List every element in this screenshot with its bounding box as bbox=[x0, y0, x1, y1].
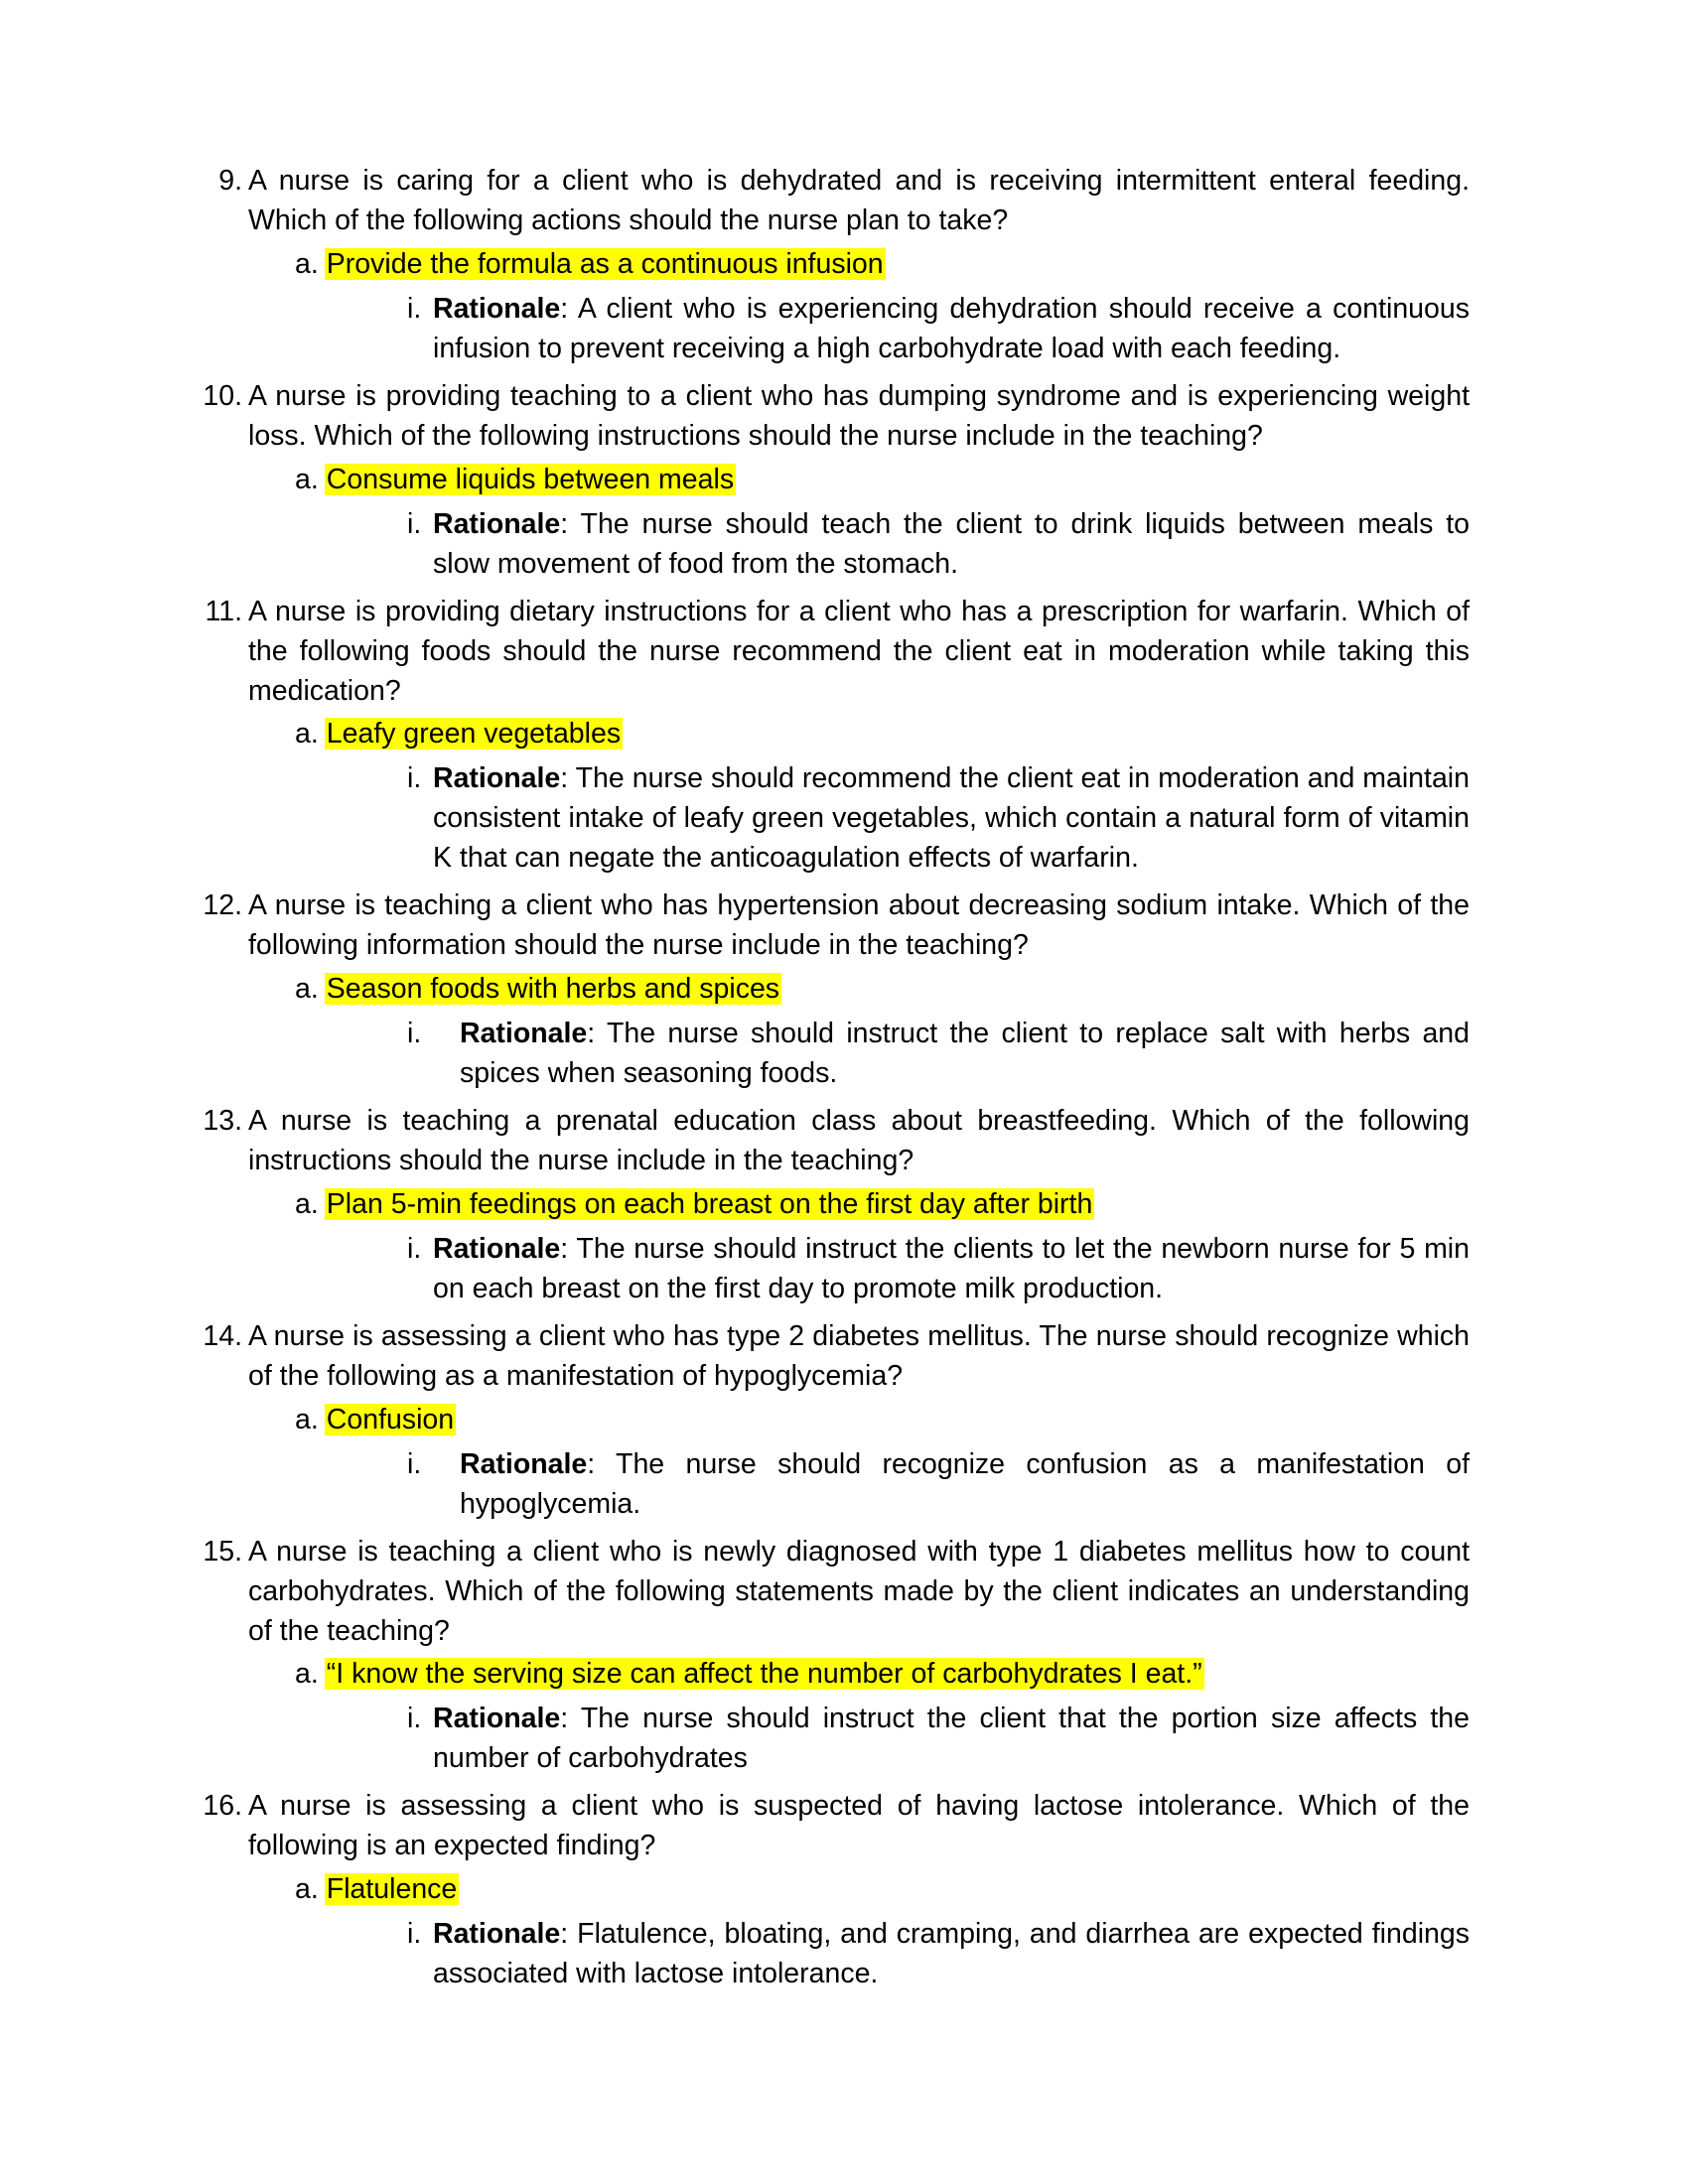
question-text: A nurse is teaching a prenatal education class about breastfeeding. Which of the following instructions should the nurse include in the teaching? bbox=[248, 1105, 1470, 1176]
highlighted-answer: Leafy green vegetables bbox=[326, 718, 622, 750]
rationale-text bbox=[460, 1444, 1470, 1524]
rationale-body: : A client who is experiencing dehydration should receive a continuous infusion to prevent receiving a high carbohydrate load with each feeding. bbox=[433, 293, 1470, 364]
rationale-label: Rationale bbox=[460, 1018, 588, 1049]
rationale-11 bbox=[407, 758, 1470, 878]
rationale-text bbox=[433, 1914, 1470, 1993]
question-text: A nurse is assessing a client who is suspected of having lactose intolerance. Which of the following is an expected finding? bbox=[248, 1790, 1470, 1861]
highlighted-answer: Plan 5-min feedings on each breast on the first day after birth bbox=[326, 1188, 1093, 1220]
question-number: 11. bbox=[205, 596, 242, 627]
answer-marker: a. bbox=[295, 464, 319, 495]
rationale-label: Rationale bbox=[433, 1918, 561, 1950]
question-number: 15. bbox=[203, 1536, 242, 1568]
highlighted-answer: Provide the formula as a continuous infusion bbox=[326, 248, 884, 280]
answer-10 bbox=[295, 460, 736, 499]
answer-14 bbox=[295, 1400, 456, 1439]
rationale-12 bbox=[407, 1014, 1470, 1093]
rationale-15 bbox=[407, 1699, 1470, 1778]
rationale-text bbox=[433, 758, 1470, 878]
answer-marker: a. bbox=[295, 1188, 319, 1220]
rationale-body: : The nurse should instruct the client to replace salt with herbs and spices when seasoning foods. bbox=[460, 1018, 1470, 1089]
question-text: A nurse is providing teaching to a client who has dumping syndrome and is experiencing weight loss. Which of the following instructions should the nurse include in the teaching? bbox=[248, 380, 1470, 452]
rationale-body: : The nurse should recognize confusion as a manifestation of hypoglycemia. bbox=[460, 1448, 1470, 1520]
answer-9 bbox=[295, 244, 886, 284]
question-text: A nurse is assessing a client who has type 2 diabetes mellitus. The nurse should recognize which of the following as a manifestation of hypoglycemia? bbox=[248, 1320, 1470, 1392]
rationale-marker: i. bbox=[407, 1018, 422, 1049]
rationale-16 bbox=[407, 1914, 1470, 1993]
rationale-marker: i. bbox=[407, 293, 422, 325]
highlighted-answer: Season foods with herbs and spices bbox=[326, 973, 780, 1005]
rationale-body: : The nurse should teach the client to drink liquids between meals to slow movement of food from the stomach. bbox=[433, 508, 1470, 580]
rationale-marker: i. bbox=[407, 1233, 422, 1265]
answer-marker: a. bbox=[295, 718, 319, 750]
answer-13 bbox=[295, 1184, 1094, 1224]
rationale-label: Rationale bbox=[433, 293, 561, 325]
rationale-9 bbox=[407, 289, 1470, 368]
rationale-13 bbox=[407, 1229, 1470, 1308]
rationale-text bbox=[460, 1014, 1470, 1093]
answer-15 bbox=[295, 1654, 1204, 1694]
question-number: 12. bbox=[203, 889, 242, 921]
rationale-text bbox=[433, 1229, 1470, 1308]
highlighted-answer: Flatulence bbox=[326, 1873, 458, 1905]
question-number: 13. bbox=[203, 1105, 242, 1137]
rationale-label: Rationale bbox=[433, 508, 561, 540]
rationale-text bbox=[433, 289, 1470, 368]
highlighted-answer: Confusion bbox=[326, 1404, 455, 1435]
answer-marker: a. bbox=[295, 973, 319, 1005]
rationale-label: Rationale bbox=[433, 762, 561, 794]
rationale-10 bbox=[407, 504, 1470, 584]
answer-marker: a. bbox=[295, 248, 319, 280]
rationale-body: : The nurse should instruct the clients to let the newborn nurse for 5 min on each breast on the first day to promote milk production. bbox=[433, 1233, 1470, 1304]
rationale-label: Rationale bbox=[433, 1703, 561, 1734]
rationale-14 bbox=[407, 1444, 1470, 1524]
answer-marker: a. bbox=[295, 1404, 319, 1435]
rationale-text bbox=[433, 504, 1470, 584]
rationale-marker: i. bbox=[407, 508, 422, 540]
rationale-label: Rationale bbox=[433, 1233, 561, 1265]
rationale-marker: i. bbox=[407, 1918, 422, 1950]
rationale-label: Rationale bbox=[460, 1448, 588, 1480]
question-text: A nurse is providing dietary instructions for a client who has a prescription for warfarin. Which of the following foods should the nurse recommend the client eat in moderation while taking this medication? bbox=[248, 596, 1470, 707]
answer-16 bbox=[295, 1869, 459, 1909]
answer-12 bbox=[295, 969, 781, 1009]
rationale-marker: i. bbox=[407, 762, 422, 794]
rationale-body: : Flatulence, bloating, and cramping, and diarrhea are expected findings associated with lactose intolerance. bbox=[433, 1918, 1470, 1989]
question-number: 16. bbox=[203, 1790, 242, 1822]
rationale-text bbox=[433, 1699, 1470, 1778]
question-text: A nurse is caring for a client who is dehydrated and is receiving intermittent enteral feeding. Which of the following actions should the nurse plan to take? bbox=[248, 165, 1470, 236]
highlighted-answer: Consume liquids between meals bbox=[326, 464, 735, 495]
question-number: 10. bbox=[203, 380, 242, 412]
rationale-body: : The nurse should instruct the client that the portion size affects the number of carbohydrates bbox=[433, 1703, 1470, 1774]
answer-11 bbox=[295, 714, 623, 753]
rationale-marker: i. bbox=[407, 1703, 422, 1734]
rationale-marker: i. bbox=[407, 1448, 422, 1480]
question-text: A nurse is teaching a client who is newly diagnosed with type 1 diabetes mellitus how to count carbohydrates. Which of the following statements made by the client indicates an understanding of the teaching? bbox=[248, 1536, 1470, 1647]
question-text: A nurse is teaching a client who has hypertension about decreasing sodium intake. Which of the following information should the nurse include in the teaching? bbox=[248, 889, 1470, 961]
answer-marker: a. bbox=[295, 1658, 319, 1690]
highlighted-answer: “I know the serving size can affect the number of carbohydrates I eat.” bbox=[326, 1658, 1202, 1690]
answer-marker: a. bbox=[295, 1873, 319, 1905]
question-number: 9. bbox=[218, 165, 242, 197]
rationale-body: : The nurse should recommend the client eat in moderation and maintain consistent intake of leafy green vegetables, which contain a natural form of vitamin K that can negate the anticoagulation effects of warfarin. bbox=[433, 762, 1470, 874]
question-number: 14. bbox=[203, 1320, 242, 1352]
